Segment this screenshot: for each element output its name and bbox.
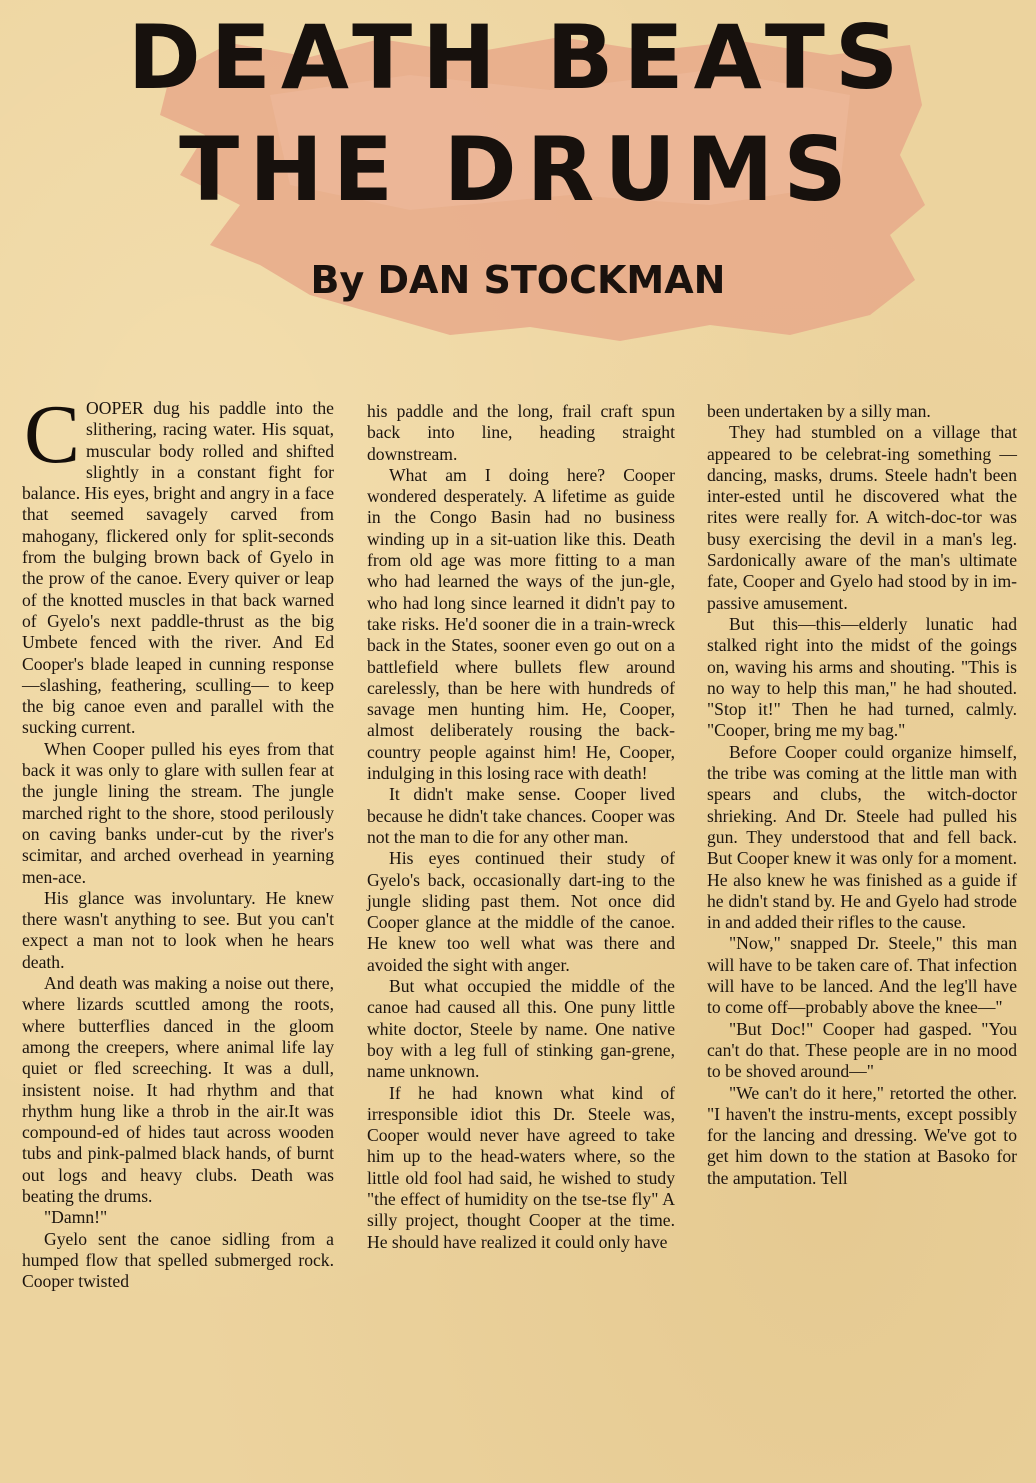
story-byline: By DAN STOCKMAN <box>310 258 726 302</box>
text-column-2 <box>367 401 675 1253</box>
paragraph: been undertaken by a silly man. <box>707 401 931 421</box>
paragraph: "Damn!" <box>44 1207 108 1228</box>
paragraph: COOPER dug his paddle into the slithering, racing water. His squat, muscular body rolled and shifted slightly in a constant fight for balance. His eyes, bright and angry in a face that seemed savagely carved from mahogany, flickered only for split-seconds from the bulging brown back of Gyelo in the prow of the canoe. Every quiver or leap of the knotted muscles in that back warned of Gyelo's next paddle-thrust as the big Umbete fenced with the river. And Ed Cooper's blade leaped in cunning response —slashing, feathering, sculling— to keep the big canoe even and parallel with the sucking current. <box>22 388 334 738</box>
drop-cap: C <box>24 388 81 481</box>
paragraph: If he had known what kind of irresponsible idiot this Dr. Steele was, Cooper would never have agreed to take him up to the head-waters where, so the little old fool had said, he wished to study "the effect of humidity on the tse-tse fly" A silly project, thought Cooper at the time. He should have realized it could only have <box>367 1082 675 1252</box>
paragraph: "Now," snapped Dr. Steele," this man will have to be taken care of. That infection will have to be lanced. And the leg'll have to come off—probably above the knee—" <box>707 933 1017 1018</box>
text-column-3 <box>707 401 1017 1189</box>
paragraph: And death was making a noise out there, where lizards scuttled among the roots, where butterflies danced in the gloom among the creepers, where animal life lay quiet or fled screeching. It was a dull, insistent noise. It had rhythm and that rhythm hung like a throb in the air.It was compound-ed of hides taut across wooden tubs and pink-palmed black hands, of burnt out logs and heavy clubs. Death was beating the drums. <box>22 973 334 1206</box>
paragraph: But this—this—elderly lunatic had stalked right into the midst of the goings on, waving his arms and shouting. "This is no way to help this man," he had shouted. "Stop it!" Then he had turned, calmly. "Cooper, bring me my bag." <box>707 613 1017 741</box>
paragraph: Gyelo sent the canoe sidling from a humped flow that spelled submerged rock. Cooper twisted <box>22 1228 334 1292</box>
story-title-line-2: THE DRUMS <box>179 118 857 221</box>
paragraph: "But Doc!" Cooper had gasped. "You can't do that. These people are in no mood to be shoved around—" <box>707 1018 1017 1082</box>
paragraph: What am I doing here? Cooper wondered desperately. A lifetime as guide in the Congo Basin had no business winding up in a sit-uation like this. Death from old age was more fitting to a man who had learned the ways of the jun-gle, who had long since learned it didn't pay to take risks. He'd sooner die in a train-wreck back in the States, sooner even go out on a battlefield where bullets flew around carelessly, than be here with hundreds of savage men hunting him. He, Cooper, almost deliberately rousing the back-country people against him! He, Cooper, indulging in this losing race with death! <box>367 464 675 784</box>
paragraph: But what occupied the middle of the canoe had caused all this. One puny little white doctor, Steele by name. One native boy with a leg full of stinking gan-grene, name unknown. <box>367 976 675 1082</box>
paragraph: His glance was involuntary. He knew there wasn't anything to see. But you can't expect a man not to look when he hears death. <box>22 887 334 972</box>
paragraph: When Cooper pulled his eyes from that back it was only to glare with sullen fear at the jungle lining the stream. The jungle marched right to the shore, stood perilously on caving banks under-cut by the river's scimitar, and arched overhead in yearning men-ace. <box>22 738 334 887</box>
paragraph: his paddle and the long, frail craft spun back into line, heading straight downstream. <box>367 401 675 464</box>
paragraph: It didn't make sense. Cooper lived because he didn't take chances. Cooper was not the man to die for any other man. <box>367 784 675 847</box>
paragraph: His eyes continued their study of Gyelo's back, occasionally dart-ing to the jungle sliding past them. Not once did Cooper glance at the middle of the canoe. He knew too well what was there and avoided the sight with anger. <box>367 848 675 975</box>
story-title-line-1: DEATH BEATS <box>127 6 909 109</box>
text-column-1 <box>22 388 334 1292</box>
paragraph: They had stumbled on a village that appeared to be celebrat-ing something — dancing, masks, drums. Steele hadn't been inter-ested until he discovered what the rites were really for. A witch-doc-tor was busy exercising the devil in a man's leg. Sardonically aware of the man's ultimate fate, Cooper and Gyelo had stood by in im-passive amusement. <box>707 422 1017 613</box>
paragraph: Before Cooper could organize himself, the tribe was coming at the little man with spears and clubs, the witch-doctor shrieking. And Dr. Steele had pulled his gun. They understood that and fell back. But Cooper knew it was only for a moment. He also knew he was finished as a guide if he didn't stand by. He and Gyelo had strode in and added their rifles to the cause. <box>707 741 1017 933</box>
paragraph: "We can't do it here," retorted the other. "I haven't the instru-ments, except possibly for the lancing and dressing. We've got to get him down to the station at Basoko for the amputation. Tell <box>707 1082 1017 1188</box>
